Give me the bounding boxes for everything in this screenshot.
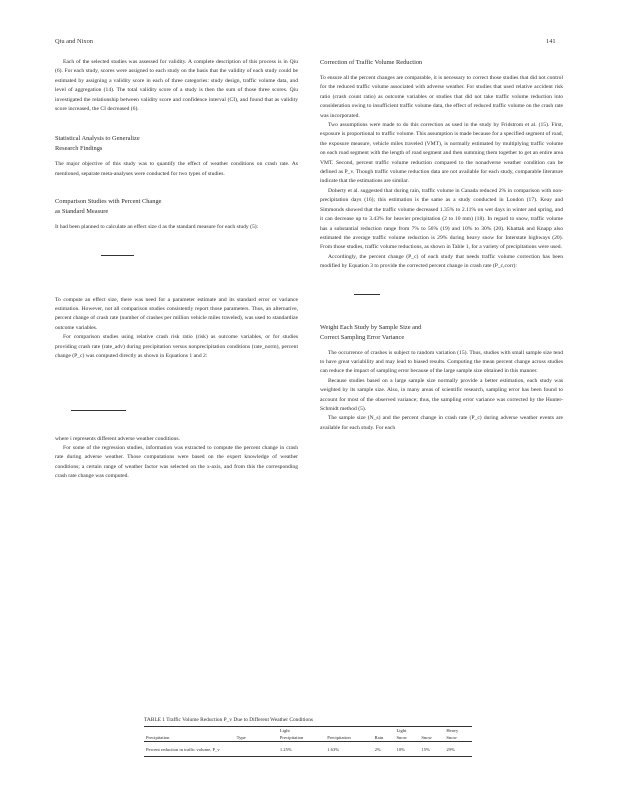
paragraph-comparison-studies: For comparison studies using relative crash risk ratio (risk) as outcome variables, or for studies providing crash rate (rate_adv) during precipitation versus nonprecipitation conditions (rate_norm), percent change (P_c) was computed directly as shown in Equations 1 and 2: [55,334,298,360]
table-header-row [144,734,472,742]
table-header-cell: Precipitation [144,734,235,742]
paragraph-random-variation: The occurrence of crashes is subject to random variation (15). Thus, studies with small sample size tend to have great variability and may lead to biased results. Computing the mean percent change across studies can reduce the impact of sampling error because of the large sample size obtained in this manner. [320,349,563,375]
page-number: 141 [546,38,556,45]
table-header-cell [419,727,444,735]
table-header-cell: Type [235,734,278,742]
table-header-cell [373,727,395,735]
table-row-label: Percent reduction in traffic volume, P_v [144,742,278,757]
table-cell: 1.25% [278,742,325,757]
table-1 [144,716,472,757]
table-header-cell: Snow [444,734,472,742]
table-cell: 10% [394,742,419,757]
running-head: Qiu and Nixon [55,38,93,45]
table-row [144,742,472,757]
paragraph-sample-size: Because studies based on a large sample size normally provide a better estimation, each study was weighted by its sample size. Also, in many areas of scientific research, sampling error has been found to account for most of the observed variance; thus, the sampling error variance was corrected by the Hunter-Schmidt method (5). [320,377,563,412]
left-column [55,58,298,482]
table-header-cell: Heavy [444,727,472,735]
table-header-row [144,727,472,735]
table-cell: 29% [444,742,472,757]
paragraph-where: where i represents different adverse weather conditions. [55,435,180,442]
paragraph-literature: Doherty et al. suggested that during rain, traffic volume in Canada reduced 2% in comparison with non-precipitation days (16); this estimation is the same as a study conducted in London (17). Keay and Simmonds showed that the traffic volume decreased 1.35% to 2.11% on wet days in winter and spring, and it can decrease up to 3.43% for heavier precipitation (2 to 10 mm) (18). In regard to snow, traffic volume has a substantial reduction range from 7% to 56% (19) and 10% to 30% (20). Khattak and Knapp also estimated the average traffic volume reduction is 29% during heavy snow for Interstate highways (20). From those studies, traffic volume reductions, as shown in Table 1, for a variety of precipitations were used. [320,187,563,251]
paragraph-sample-variables: The sample size (N_s) and the percent change in crash rate (P_c) during adverse weather events are available for each study. For each [320,415,563,431]
table-cell: 15% [419,742,444,757]
paragraph-equation-3: Accordingly, the percent change (P_c) of each study that needs traffic volume correction has been modified by Equation 3 to provide the corrected percent change in crash rate (P_c,corr): [320,253,563,270]
table-header-cell: Precipitation [278,734,325,742]
paragraph-assumptions: Two assumptions were made to do this correction as used in the study by Fridstrom et al. (15). First, exposure is proportional to traffic volume. This assumption is made because for a specified segment of road, the exposure measure, vehicle miles traveled (VMT), is normally estimated by multiplying traffic volume on each road segment with the length of road segment and then summing them together to get an entire area VMT. Second, percent traffic volume reduction compared to the nonadverse weather condition can be defined as P_v. Though traffic volume reduction data are not available for each study, comparable literature indicate that the estimations are similar. [320,122,563,185]
table-header-cell: Precipitation [325,734,372,742]
paragraph-regression-studies: For some of the regression studies, information was extracted to compute the percent change in crash rate during adverse weather. Those computations were based on the expert knowledge of weather conditions; a certain range of weather factor was selected on the x-axis, and from this the corresponding crash rate change was computed. [55,444,298,480]
paragraph-objective: The major objective of this study was to quantify the effect of weather conditions on crash rate. As mentioned, separate meta-analyses were conducted for two types of studies. [55,161,298,177]
table-header-cell [235,727,278,735]
table-header-cell: Light [278,727,325,735]
table-header-cell: Light [394,727,419,735]
heading-comparison-studies: Comparison Studies with Percent Change as Standard Measure [55,198,162,216]
paragraph-compute-effect: To compute an effect size, there was need for a parameter estimate and its standard error or variance estimation. However, not all comparison studies consistently report those parameters. Thus, an alternative, percent change of crash rate (number of crashes per million vehicle miles traveled), was used to standardize outcome variables. [55,296,298,331]
heading-statistical-analysis: Statistical Analysis to Generalize Research Findings [55,135,140,153]
paragraph-effect-size: It had been planned to calculate an effect size d as the standard measure for each study (5): [55,224,259,231]
table-header-cell: Snow [419,734,444,742]
table-header-cell [325,727,372,735]
table-header-cell: Rain [373,734,395,742]
table-cell: 1.63% [325,742,372,757]
right-column [320,58,563,433]
table-header-cell [144,727,235,735]
table-header-cell: Snow [394,734,419,742]
table-title: TABLE 1 Traffic Volume Reduction P_v Due to Different Weather Conditions [144,717,314,723]
paragraph-correction-intro: To ensure all the percent changes are comparable, it is necessary to correct those studies that did not control for the reduced traffic volume associated with adverse weather. For studies that used relative accident risk ratio (crash count ratio) as outcome variables or studies that did not take traffic volume reduction into consideration owing to insufficient traffic volume data, the effect of reduced traffic volume on the crash rate was incorporated. [320,75,563,119]
paragraph-validity: Each of the selected studies was assessed for validity. A complete description of this process is in Qiu (6). For each study, scores were assigned to each study on the basis that the validity of each study could be estimated by assigning a validity score in each of three categories: study design, traffic volume data, and level of aggregation (14). The total validity score of a study is then the sum of those three scores. Qiu investigated the relationship between validity score and confidence interval (CI), and found that as validity score increased, the CI decreased (6). [55,59,298,113]
traffic-reduction-table [144,726,472,757]
heading-traffic-volume-correction: Correction of Traffic Volume Reduction [320,59,423,66]
heading-weight-studies: Weight Each Study by Sample Size and Correct Sampling Error Variance [320,323,422,341]
table-cell: 2% [373,742,395,757]
